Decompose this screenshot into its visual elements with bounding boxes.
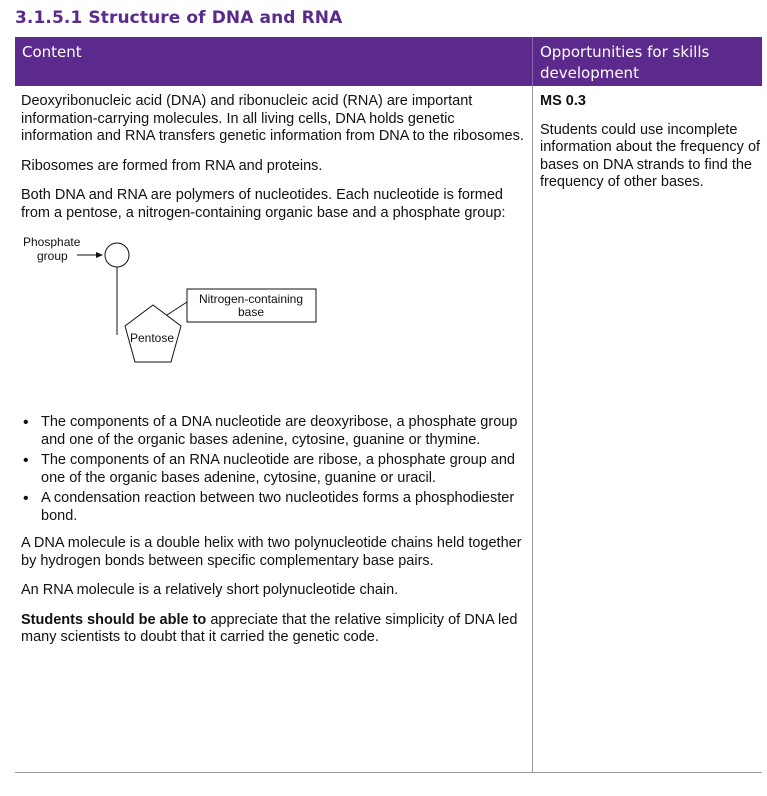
paragraph-ribosomes: Ribosomes are formed from RNA and proteins. xyxy=(21,157,323,174)
skills-column xyxy=(540,93,762,192)
nucleotide-diagram xyxy=(21,234,527,394)
base-label-line1: Nitrogen-containing xyxy=(198,292,304,306)
students-should-lead: Students should be able to xyxy=(21,611,207,628)
table-header-row xyxy=(15,37,762,86)
phosphate-circle xyxy=(105,243,129,267)
pentose-label: Pentose xyxy=(129,331,175,345)
content-column xyxy=(21,93,527,659)
base-label-line2: base xyxy=(237,305,265,319)
list-item: • The components of a DNA nucleotide are deoxyribose, a phosphate group and one of the organic bases adenine, cytosine, guanine or thymine. xyxy=(21,414,527,449)
header-content: Content xyxy=(22,43,82,61)
paragraph-rna-molecule: An RNA molecule is a relatively short polynucleotide chain. xyxy=(21,582,399,598)
arrow-head-icon xyxy=(96,252,103,258)
students-should-rest: appreciate that the relative simplicity of DNA led many scientists to doubt that it carried the genetic code. xyxy=(21,611,518,645)
paragraph-students-should xyxy=(21,612,527,647)
paragraph-double-helix: A DNA molecule is a double helix with two polynucleotide chains held together by hydrogen bonds between specific complementary base pairs. xyxy=(21,535,522,569)
paragraph-polymers: Both DNA and RNA are polymers of nucleotides. Each nucleotide is formed from a pentose, a nitrogen-containing organic base and a phosphate group: xyxy=(21,187,506,221)
header-divider xyxy=(532,37,533,86)
ms-text: Students could use incomplete information about the frequency of bases on DNA strands to find the frequency of other bases. xyxy=(540,121,761,190)
list-item: • A condensation reaction between two nucleotides forms a phosphodiester bond. xyxy=(21,490,527,525)
bullet-list xyxy=(21,414,527,525)
header-skills: Opportunities for skills development xyxy=(540,43,710,82)
ms-label: MS 0.3 xyxy=(540,93,586,109)
paragraph-intro: Deoxyribonucleic acid (DNA) and ribonucleic acid (RNA) are important information-carrying molecules. In all living cells, DNA holds genetic information and RNA transfers genetic information from DNA to the ribosomes. xyxy=(21,93,524,144)
nucleotide-diagram-svg xyxy=(21,234,527,394)
pentose-base-bond xyxy=(167,302,187,315)
column-divider xyxy=(532,86,533,772)
spec-table xyxy=(15,37,762,773)
section-title: 3.1.5.1 Structure of DNA and RNA xyxy=(15,8,343,28)
phosphate-label-line2: group xyxy=(37,249,68,263)
list-item: • The components of an RNA nucleotide are ribose, a phosphate group and one of the organic bases adenine, cytosine, guanine or uracil. xyxy=(21,452,527,487)
phosphate-label-line1: Phosphate xyxy=(23,235,81,249)
